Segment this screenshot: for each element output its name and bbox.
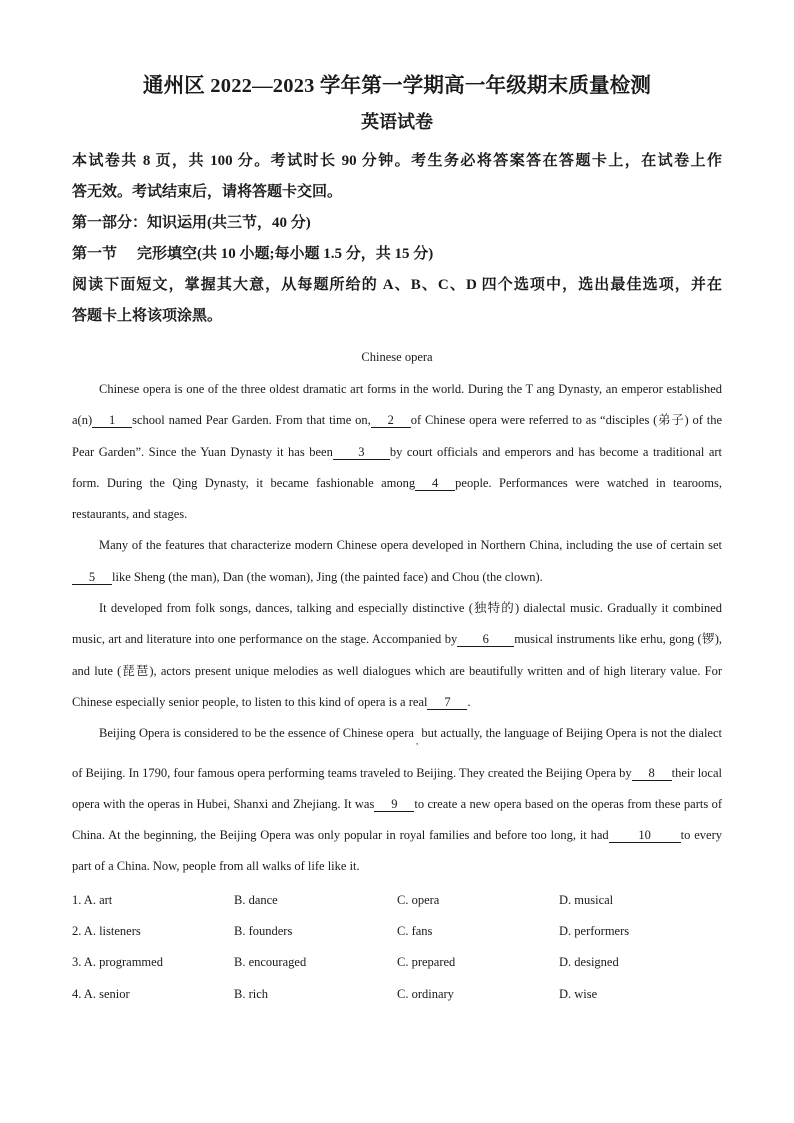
directions-line-1: 阅读下面短文，掌握其大意，从每题所给的 A、B、C、D 四个选项中，选出最佳选项，并在 — [72, 277, 722, 293]
passage-paragraph-2: Many of the features that characterize modern Chinese opera developed in Northern China, including the use of certain set5 like Sheng (the man), Dan (the woman), Jing (the painted face) and Chou (the clown). — [72, 530, 722, 593]
option-a: 1. A. art — [72, 892, 113, 907]
option-c: C. fans — [397, 924, 433, 939]
option-b: B. founders — [234, 924, 293, 939]
question-2-options — [72, 916, 722, 947]
option-b: B. dance — [234, 892, 278, 907]
passage-paragraph-4: Beijing Opera is considered to be the essence of Chinese opera$_,$ but actually, the language of Beijing Opera is not the dialect of Beijing. In 1790, four famous opera performing teams traveled to Beijing. They created the Beijing Opera by 8 their local opera with the operas in Hubei, Shanxi and Zhejiang. It was 9 to create a new opera based on the operas from these parts of China. At the beginning, the Beijing Opera was only popular in royal families and before too long, it had 10 to every part of a China. Now, people from all walks of life like it. — [72, 726, 723, 874]
section-description: 完形填空(共 10 小题;每小题 1.5 分，共 15 分) — [137, 246, 434, 262]
exam-title: 通州区 2022—2023 学年第一学期高一年级期末质量检测 — [142, 75, 652, 97]
question-3-options — [72, 947, 722, 978]
option-c: C. prepared — [397, 955, 456, 970]
blank-6: 6 — [457, 632, 514, 647]
question-4-options — [72, 979, 722, 1010]
stray-mark: , — [415, 736, 419, 747]
option-d: D. musical — [559, 892, 614, 907]
blank-3: 3 — [333, 445, 390, 460]
section-label: 第一节 — [72, 246, 118, 262]
passage-title: Chinese opera — [361, 350, 433, 364]
blank-8: 8 — [632, 766, 672, 781]
directions-line-2: 答题卡上将该项涂黑。 — [72, 308, 223, 324]
blank-7: 7 — [427, 695, 467, 710]
blank-9: 9 — [374, 797, 414, 812]
option-c: C. opera — [397, 892, 440, 907]
option-a: 4. A. senior — [72, 986, 130, 1001]
exam-subtitle: 英语试卷 — [361, 112, 433, 132]
option-d: D. wise — [559, 986, 598, 1001]
option-b: B. encouraged — [234, 955, 307, 970]
exam-notice-line-2: 答无效。考试结束后，请将答题卡交回。 — [72, 184, 343, 200]
blank-4: 4 — [415, 476, 455, 491]
passage-paragraph-3: It developed from folk songs, dances, talking and especially distinctive (独特的) dialectal music. Gradually it combined music, art and literature into one performance on the stage. Accompanied by 6 musical instruments like erhu, gong (锣), and lute (琵琶), actors present unique melodies as well dialogues which are beautifully written and of high literary value. For Chinese especially senior people, to listen to this kind of opera is a real 7 . — [72, 601, 723, 709]
exam-notice-line-1: 本试卷共 8 页，共 100 分。考试时长 90 分钟。考生务必将答案答在答题卡上，在试卷上作 — [72, 153, 722, 169]
option-a: 3. A. programmed — [72, 955, 163, 970]
option-d: D. performers — [559, 924, 630, 939]
part-one-heading: 第一部分：知识运用(共三节，40 分) — [72, 215, 311, 231]
question-1-options — [72, 885, 722, 916]
option-b: B. rich — [234, 986, 269, 1001]
blank-1: 1 — [92, 413, 132, 428]
blank-2: 2 — [371, 413, 411, 428]
answer-options — [72, 885, 722, 1010]
passage-paragraph-1: Chinese opera is one of the three oldest dramatic art forms in the world. During the T ang Dynasty, an emperor established a(n) 1 school named Pear Garden. From that time on, 2 of Chinese opera were referred to as “disciples (弟子) of the Pear Garden”. Since the Yuan Dynasty it has been 3 by court officials and emperors and has become a traditional art form. During the Qing Dynasty, it became fashionable among 4 people. Performances were watched in tearooms, restaurants, and stages. — [72, 382, 722, 522]
blank-10: 10 — [609, 828, 681, 843]
option-a: 2. A. listeners — [72, 924, 141, 939]
blank-5: 5 — [72, 570, 112, 585]
exam-page — [72, 66, 722, 1010]
option-c: C. ordinary — [397, 986, 454, 1001]
section-one-heading — [72, 239, 722, 270]
option-d: D. designed — [559, 955, 619, 970]
